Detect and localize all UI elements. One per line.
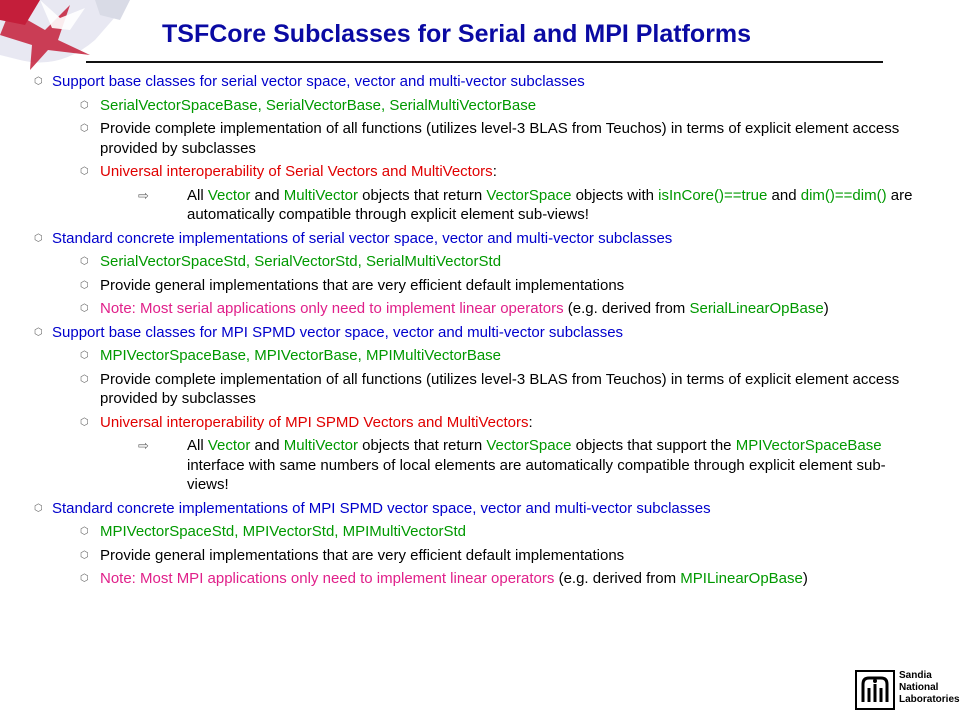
bullet-text-segment: Standard concrete implementations of MPI SPMD vector space, vector and multi-vector subclasses — [52, 499, 711, 517]
sandia-line-1: Sandia — [899, 670, 932, 681]
bullet-item-level-1 — [0, 229, 960, 249]
bullet-text-segment: MPIVectorSpaceBase, MPIVectorBase, MPIMultiVectorBase — [100, 347, 502, 364]
bullet-text-segment: Support base classes for serial vector space, vector and multi-vector subclasses — [52, 73, 585, 90]
sandia-logo — [855, 670, 960, 715]
bullet-item-level-2 — [0, 370, 960, 409]
bullet-icon: ⬡ — [34, 502, 43, 514]
bullet-item-level-2 — [0, 413, 960, 433]
bullet-icon: ⬡ — [80, 350, 89, 361]
bullet-icon: ⬡ — [80, 303, 89, 314]
bullet-text-segment: isInCore()==true — [658, 186, 768, 204]
bullet-icon: ⬡ — [80, 549, 89, 561]
bullet-text-segment: Provide general implementations that are very efficient default implementations — [100, 276, 625, 294]
bullet-text-segment: Note: Most MPI applications only need to implement linear operators — [100, 570, 555, 587]
bullet-icon: ⬡ — [34, 232, 43, 244]
bullet-text-segment: MultiVector — [283, 186, 358, 204]
bullet-text-segment: SerialVectorSpaceBase, SerialVectorBase, SerialMultiVectorBase — [100, 96, 537, 114]
bullet-icon: ⬡ — [34, 326, 43, 338]
bullet-icon: ⬡ — [34, 76, 43, 87]
bullet-text-segment: : — [492, 163, 497, 180]
bullet-icon: ⬡ — [80, 256, 89, 267]
bullet-text-segment: dim()==dim() — [800, 186, 887, 204]
bullet-list — [0, 72, 960, 593]
bullet-icon: ⬡ — [80, 123, 89, 134]
bullet-item-level-2 — [0, 299, 960, 319]
bullet-text-segment: Provide general implementations that are very efficient default implementations — [100, 546, 625, 564]
bullet-item-level-3 — [0, 436, 960, 495]
bullet-text-segment: Note: Most serial applications only need to implement linear operators — [100, 300, 564, 317]
bullet-item-level-2 — [0, 96, 960, 116]
title-divider — [86, 61, 883, 63]
bullet-text-segment: SerialLinearOpBase — [689, 300, 824, 317]
sandia-line-2: National — [899, 682, 939, 693]
bullet-text-segment: and — [250, 186, 284, 204]
bullet-text-segment: Provide complete implementation of all functions (utilizes level-3 BLAS from Teuchos) in terms of explicit element access provided by subclasses — [100, 370, 900, 407]
bullet-icon: ⬡ — [80, 279, 89, 291]
bullet-text-segment: All — [187, 186, 208, 204]
bullet-text-segment: Provide complete implementation of all functions (utilizes level-3 BLAS from Teuchos) in terms of explicit element access provided by subclasses — [100, 120, 900, 157]
sandia-line-3: Laboratories — [899, 694, 960, 705]
bullet-icon: ⬡ — [80, 416, 89, 428]
bullet-icon: ⬡ — [80, 373, 89, 385]
bullet-text-segment: MPILinearOpBase — [680, 570, 803, 587]
bullet-icon: ⬡ — [80, 573, 89, 584]
bullet-item-level-1 — [0, 72, 960, 92]
sandia-thunderbird-icon — [855, 670, 895, 710]
sandia-logo-text — [899, 670, 960, 706]
bullet-item-level-2 — [0, 569, 960, 589]
bullet-icon: ⬡ — [80, 166, 89, 177]
bullet-text-segment: ) — [802, 570, 808, 587]
arrow-bullet-icon: ⇨ — [138, 187, 149, 203]
bullet-icon: ⬡ — [80, 99, 89, 111]
bullet-item-level-2 — [0, 252, 960, 272]
bullet-text-segment: Vector — [207, 437, 251, 454]
bullet-text-segment: Vector — [207, 186, 251, 204]
page-title: TSFCore Subclasses for Serial and MPI Platforms — [162, 20, 752, 48]
bullet-text-segment: SerialVectorSpaceStd, SerialVectorStd, SerialMultiVectorStd — [100, 253, 502, 270]
bullet-text-segment: MultiVector — [283, 437, 358, 454]
bullet-text-segment: and — [767, 186, 801, 204]
bullet-text-segment: (e.g. derived from — [554, 570, 681, 587]
bullet-text-segment: All — [187, 437, 208, 454]
bullet-text-segment: ) — [823, 300, 829, 317]
bullet-text-segment: Universal interoperability of MPI SPMD Vectors and MultiVectors — [100, 413, 529, 431]
bullet-item-level-1 — [0, 499, 960, 519]
bullet-text-segment: objects that return — [357, 186, 487, 204]
bullet-text-segment: Support base classes for MPI SPMD vector space, vector and multi-vector subclasses — [52, 323, 624, 341]
bullet-text-segment: objects with — [571, 186, 659, 204]
bullet-text-segment: objects that return — [357, 437, 487, 454]
bullet-text-segment: interface with same numbers of local elements are automatically compatible through explicit element sub-views! — [187, 456, 886, 493]
bullet-item-level-2 — [0, 276, 960, 296]
bullet-item-level-2 — [0, 119, 960, 158]
bullet-text-segment: : — [528, 413, 533, 431]
bullet-item-level-3 — [0, 186, 960, 225]
bullet-item-level-2 — [0, 346, 960, 366]
bullet-text-segment: VectorSpace — [486, 186, 572, 204]
bullet-item-level-2 — [0, 546, 960, 566]
bullet-text-segment: Universal interoperability of Serial Vectors and MultiVectors — [100, 163, 493, 180]
bullet-item-level-1 — [0, 323, 960, 343]
bullet-text-segment: MPIVectorSpaceStd, MPIVectorStd, MPIMultiVectorStd — [100, 523, 466, 540]
bullet-text-segment: (e.g. derived from — [563, 300, 690, 317]
bullet-text-segment: MPIVectorSpaceBase — [735, 437, 882, 454]
arrow-bullet-icon: ⇨ — [138, 438, 149, 453]
bullet-icon: ⬡ — [80, 526, 89, 537]
bullet-item-level-2 — [0, 522, 960, 542]
bullet-text-segment: objects that support the — [571, 437, 736, 454]
bullet-text-segment: and — [250, 437, 284, 454]
bullet-item-level-2 — [0, 162, 960, 182]
bullet-text-segment: are automatically compatible through explicit element sub-views! — [187, 186, 913, 223]
bullet-text-segment: Standard concrete implementations of serial vector space, vector and multi-vector subclasses — [52, 229, 673, 247]
bullet-text-segment: VectorSpace — [486, 437, 572, 454]
star-logo-icon — [0, 0, 130, 70]
